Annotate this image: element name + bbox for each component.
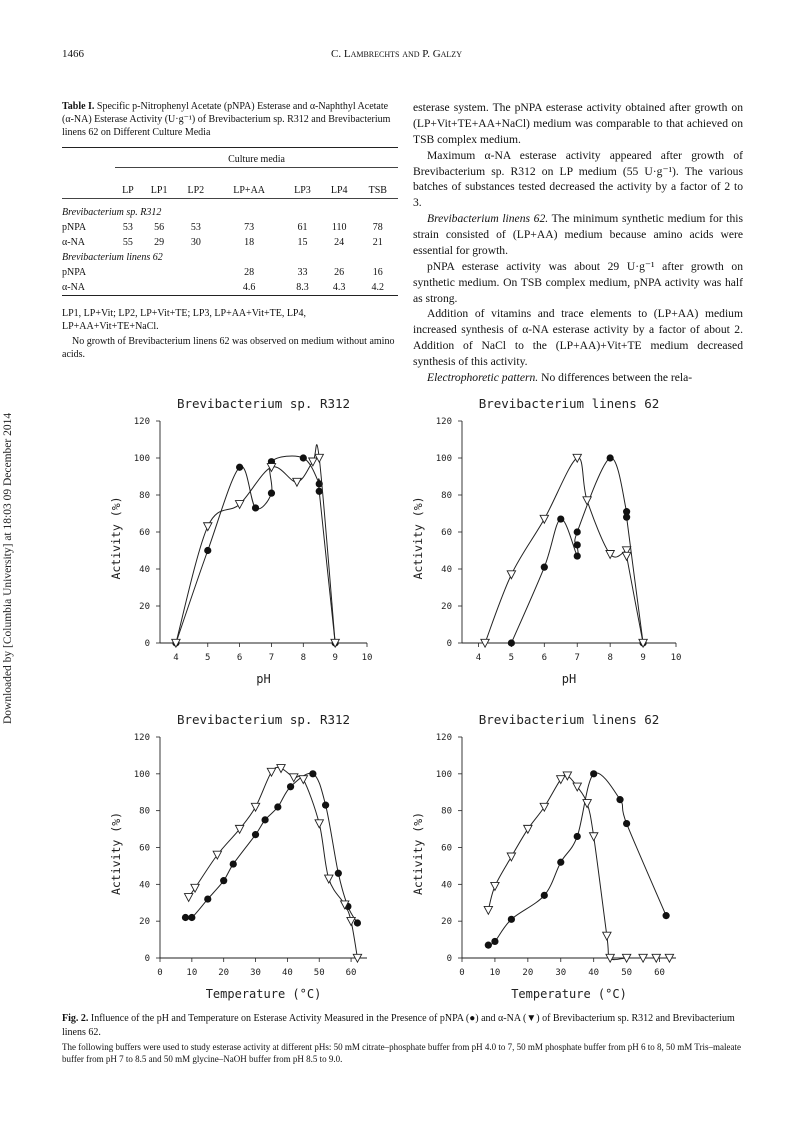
table-cell: 21 (372, 236, 383, 248)
y-tick-label: 80 (139, 491, 150, 501)
y-axis-label: Activity (%) (109, 811, 123, 896)
column-header: LP4 (330, 184, 348, 196)
table-cell: 73 (244, 221, 255, 233)
running-header: C. Lambrechts and P. Galzy (331, 48, 462, 60)
y-tick-label: 100 (133, 769, 150, 780)
x-tick-label: 5 (508, 653, 515, 663)
data-point-triangle (589, 833, 597, 841)
chart-title: Brevibacterium sp. R312 (176, 712, 351, 727)
x-tick-label: 10 (670, 653, 682, 663)
chart-title: Brevibacterium sp. R312 (176, 396, 351, 411)
data-point-circle (204, 895, 211, 902)
table-cell: 53 (122, 221, 133, 233)
data-point-circle (557, 859, 564, 866)
data-point-triangle (251, 803, 259, 811)
table-cell: 56 (154, 221, 165, 233)
figure-caption (62, 1012, 742, 1065)
y-tick-label: 20 (139, 602, 150, 612)
table-title: Table I. Specific p-Nitrophenyl Acetate (pNPA) Esterase and α-Naphthyl Acetate (α-NA) Esterase Activity (U·g⁻¹) of Brevibacterium sp. R312 and Brevibacterium linens 62 on Different Culture Media (62, 101, 391, 138)
data-point-triangle (507, 853, 515, 861)
data-point-circle (574, 833, 581, 840)
column-header: LP+AA (233, 184, 266, 196)
series-line (488, 775, 669, 960)
y-tick-label: 80 (441, 491, 452, 501)
x-tick-label: 8 (607, 653, 613, 663)
x-tick-label: 10 (186, 968, 198, 978)
table-footnote: No growth of Brevibacterium linens 62 was observed on medium without amino acids. (62, 335, 395, 360)
x-axis-label: Temperature (°C) (511, 987, 627, 1001)
paragraph: Electrophoretic pattern. No differences between the rela- (427, 370, 693, 384)
column-header: LP3 (294, 184, 311, 196)
data-point-triangle (235, 501, 243, 509)
table-cell: 78 (372, 221, 383, 233)
data-point-circle (268, 490, 275, 497)
series-line (176, 445, 335, 643)
data-point-triangle (540, 515, 548, 523)
y-tick-label: 40 (441, 880, 452, 891)
chart-panel (411, 712, 676, 1001)
table-cell: 24 (334, 236, 345, 248)
paragraph: Addition of vitamins and trace elements to (LP+AA) medium increased synthesis of α-NA esterase activity by a factor of about 2. Addition of NaCl to the (LP+AA)+Vit+TE medium decreased synthesis of this activity. (413, 307, 743, 368)
series-line (511, 458, 643, 643)
x-tick-label: 30 (250, 968, 261, 978)
row-label: α-NA (62, 236, 86, 248)
y-tick-label: 80 (139, 806, 150, 817)
y-tick-label: 120 (133, 417, 150, 427)
data-point-circle (322, 802, 329, 809)
table-footnote: LP1, LP+Vit; LP2, LP+Vit+TE; LP3, LP+AA+Vit+TE, LP4, LP+AA+Vit+TE+NaCl. (62, 307, 306, 332)
data-point-circle (508, 639, 515, 646)
data-point-triangle (325, 875, 333, 883)
organism-row: Brevibacterium linens 62 (62, 251, 163, 263)
data-point-triangle (583, 497, 591, 505)
table-cell: 15 (297, 236, 308, 248)
data-point-circle (541, 892, 548, 899)
x-tick-label: 9 (640, 653, 646, 663)
y-axis-label: Activity (%) (109, 496, 123, 580)
x-axis-label: pH (561, 672, 577, 686)
x-tick-label: 7 (268, 653, 275, 663)
x-tick-label: 30 (555, 968, 567, 978)
x-tick-label: 7 (574, 653, 580, 663)
data-point-triangle (540, 803, 548, 811)
y-tick-label: 100 (133, 454, 150, 464)
series-line (488, 773, 666, 945)
y-tick-label: 0 (144, 954, 150, 964)
data-point-triangle (347, 917, 355, 925)
data-point-circle (663, 912, 670, 919)
x-tick-label: 20 (218, 968, 230, 978)
y-tick-label: 40 (441, 565, 452, 575)
series-line (185, 773, 357, 923)
chart-panel (109, 712, 367, 1001)
caption-text: Fig. 2. Influence of the pH and Temperature on Esterase Activity Measured in the Presence of pNPA (●) and α-NA (▼) of Brevibacterium sp. R312 and Brevibacterium linens 62. (62, 1013, 735, 1038)
data-point-triangle (267, 768, 275, 776)
data-point-triangle (606, 551, 614, 559)
organism-row: Brevibacterium sp. R312 (62, 206, 162, 218)
page-number: 1466 (62, 48, 84, 60)
row-label: pNPA (62, 221, 87, 233)
table-cell: 30 (190, 236, 201, 248)
data-point-triangle (603, 932, 611, 940)
table-cell: 8.3 (296, 281, 309, 293)
data-point-circle (541, 564, 548, 571)
table-cell: 110 (331, 221, 347, 233)
data-point-circle (236, 464, 243, 471)
x-tick-label: 40 (281, 968, 293, 978)
y-tick-label: 40 (139, 565, 150, 575)
data-point-triangle (204, 523, 212, 531)
data-point-circle (485, 942, 492, 949)
data-point-circle (316, 488, 323, 495)
x-tick-label: 4 (475, 653, 482, 663)
data-point-circle (590, 770, 597, 777)
y-tick-label: 20 (139, 917, 150, 928)
data-point-triangle (573, 783, 581, 791)
table-cell: 16 (372, 266, 383, 278)
data-point-circle (300, 454, 307, 461)
x-tick-label: 10 (489, 968, 501, 978)
column-header: LP (122, 184, 134, 196)
y-tick-label: 40 (139, 880, 150, 891)
table-cell: 26 (334, 266, 345, 278)
y-tick-label: 100 (435, 769, 452, 780)
x-tick-label: 0 (459, 968, 465, 978)
y-tick-label: 0 (446, 954, 452, 964)
row-label: pNPA (62, 266, 87, 278)
data-point-triangle (277, 765, 285, 773)
data-point-triangle (524, 825, 532, 833)
x-tick-label: 60 (345, 968, 357, 978)
data-point-triangle (315, 820, 323, 828)
download-notice: Downloaded by [Columbia University] at 18:03 09 December 2014 (2, 412, 14, 724)
data-point-circle (274, 803, 281, 810)
data-point-circle (309, 770, 316, 777)
data-point-circle (335, 870, 342, 877)
data-point-circle (354, 919, 361, 926)
table-cell: 53 (190, 221, 201, 233)
data-point-circle (188, 914, 195, 921)
data-point-circle (616, 796, 623, 803)
data-point-triangle (213, 851, 221, 859)
x-tick-label: 5 (205, 653, 211, 663)
data-point-triangle (557, 776, 565, 784)
data-point-circle (607, 454, 614, 461)
table-cell: 33 (297, 266, 308, 278)
data-point-triangle (491, 882, 499, 890)
y-tick-label: 120 (435, 417, 452, 427)
y-tick-label: 60 (139, 528, 150, 538)
y-tick-label: 100 (435, 454, 452, 464)
paragraph: Maximum α-NA esterase activity appeared after growth of Brevibacterium sp. R312 on LP medium (55 U·g⁻¹). The various batches of substances tested decreased the activity by a factor of 2 to 3. (413, 148, 743, 210)
data-point-circle (491, 938, 498, 945)
data-point-circle (204, 547, 211, 554)
x-tick-label: 10 (361, 653, 373, 663)
y-axis-label: Activity (%) (411, 496, 425, 580)
x-tick-label: 8 (300, 653, 307, 663)
x-tick-label: 50 (313, 968, 325, 978)
data-point-circle (230, 860, 237, 867)
x-tick-label: 9 (332, 653, 338, 663)
x-tick-label: 50 (621, 968, 633, 978)
table-cell: 28 (244, 266, 255, 278)
table-group-header: Culture media (228, 154, 285, 165)
data-point-triangle (191, 884, 199, 892)
data-point-circle (623, 820, 630, 827)
data-point-circle (287, 783, 294, 790)
table-cell: 61 (297, 221, 308, 233)
x-tick-label: 60 (654, 968, 665, 978)
x-tick-label: 4 (173, 653, 179, 663)
x-tick-label: 20 (522, 968, 534, 978)
data-point-circle (261, 816, 268, 823)
data-point-circle (623, 514, 630, 521)
chart-panel (109, 396, 372, 686)
row-label: α-NA (62, 281, 86, 293)
data-point-circle (557, 515, 564, 522)
paragraph: pNPA esterase activity was about 29 U·g⁻¹ after growth on synthetic medium. On TSB complex medium, pNPA activity was half as strong. (413, 259, 743, 305)
column-header: LP1 (150, 184, 168, 196)
data-point-circle (252, 831, 259, 838)
data-point-triangle (267, 464, 275, 472)
data-point-circle (574, 552, 581, 559)
data-point-circle (252, 504, 259, 511)
chart-panel (411, 396, 681, 686)
x-axis-label: pH (256, 672, 271, 686)
x-tick-label: 0 (157, 968, 163, 978)
column-header: LP2 (187, 184, 205, 196)
table-cell: 29 (154, 236, 165, 248)
x-tick-label: 6 (236, 653, 243, 663)
series-line (485, 458, 643, 643)
data-point-circle (220, 877, 227, 884)
y-tick-label: 0 (446, 639, 452, 649)
y-axis-label: Activity (%) (411, 811, 425, 896)
y-tick-label: 20 (441, 917, 452, 928)
data-point-circle (574, 541, 581, 548)
data-point-triangle (507, 571, 515, 579)
x-tick-label: 6 (541, 653, 548, 663)
caption-note: The following buffers were used to study esterase activity at different pHs: 50 mM citrate–phosphate buffer from pH 4.0 to 7, 50 mM phosphate buffer from pH 6 to 8, 50 mM Tris–maleate buffer from pH 7 to 8.5 and 50 mM glycine–NaOH buffer from pH 8.5 to 9.0. (62, 1042, 741, 1065)
paragraph: Brevibacterium linens 62. The minimum synthetic medium for this strain consisted of (LP+AA) medium because amino acids were essential for growth. (413, 212, 743, 257)
data-point-circle (508, 916, 515, 923)
column-header: TSB (368, 184, 387, 196)
paragraph: esterase system. The pNPA esterase activity obtained after growth on (LP+Vit+TE+AA+NaCl) medium was comparable to that achieved on TSB complex medium. (413, 101, 743, 146)
data-point-triangle (299, 776, 307, 784)
x-axis-label: Temperature (°C) (205, 987, 322, 1001)
data-point-triangle (622, 552, 630, 560)
y-tick-label: 60 (441, 528, 452, 538)
data-point-triangle (293, 478, 301, 486)
table-cell: 55 (122, 236, 133, 248)
y-tick-label: 80 (441, 806, 452, 817)
y-tick-label: 120 (133, 733, 150, 743)
chart-title: Brevibacterium linens 62 (478, 712, 660, 727)
table-cell: 18 (244, 236, 255, 248)
y-tick-label: 20 (441, 602, 452, 612)
data-point-circle (182, 914, 189, 921)
x-tick-label: 40 (588, 968, 600, 978)
y-tick-label: 60 (441, 843, 452, 854)
series-line (189, 767, 358, 958)
data-point-triangle (484, 906, 492, 914)
data-point-triangle (184, 894, 192, 902)
table-cell: 4.2 (371, 281, 385, 293)
y-tick-label: 120 (435, 733, 452, 743)
chart-title: Brevibacterium linens 62 (478, 396, 660, 411)
y-tick-label: 60 (139, 843, 150, 854)
table-cell: 4.3 (332, 281, 346, 293)
table-cell: 4.6 (242, 281, 256, 293)
data-point-circle (574, 528, 581, 535)
y-tick-label: 0 (144, 639, 150, 649)
